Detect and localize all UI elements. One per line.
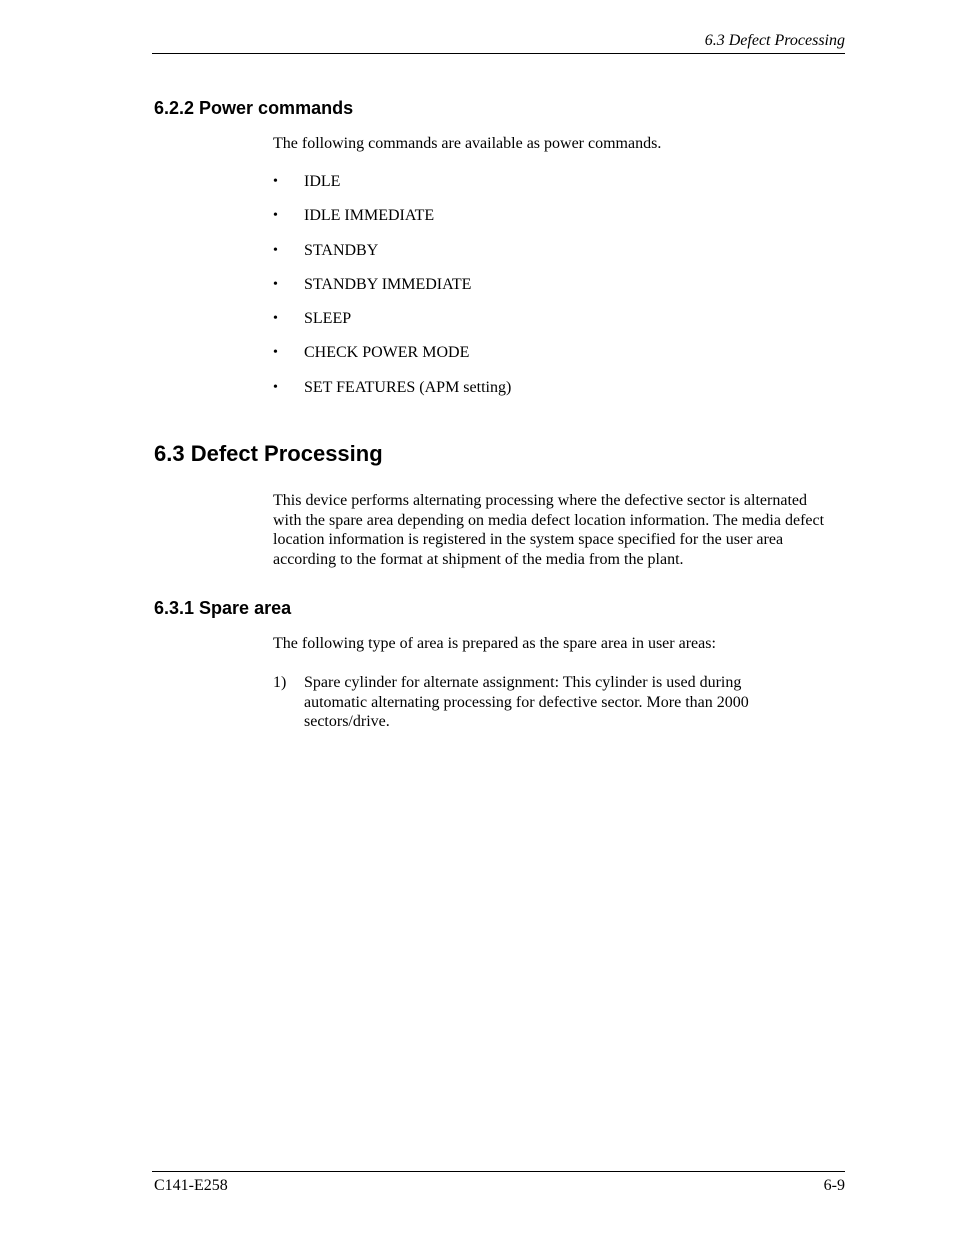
header-rule [152,53,845,54]
bullet-icon: • [273,379,278,395]
bullet-icon: • [273,345,278,361]
list-item-label: IDLE IMMEDIATE [304,207,435,225]
list-item-label: IDLE [304,173,341,190]
list-number: 1) [273,674,287,691]
list-item-label: CHECK POWER MODE [304,344,470,362]
bullet-icon: • [273,311,278,327]
bullet-icon: • [273,276,278,292]
bullet-icon: • [273,242,278,258]
section-heading-power-commands: 6.2.2 Power commands [154,98,354,118]
bullet-icon: • [273,208,278,224]
power-commands-intro: The following commands are available as power commands. [273,135,662,152]
footer-doc-code: C141-E258 [154,1177,228,1194]
list-item-label: SET FEATURES (APM setting) [304,378,512,396]
list-item-label: STANDBY IMMEDIATE [304,275,472,293]
section-heading-defect-processing: 6.3 Defect Processing [154,441,383,466]
footer-rule [152,1171,845,1172]
bullet-icon: • [273,174,278,189]
defect-processing-body: This device performs alternating processing where the defective sector is alternated with the spare area depending on media defect location information. The media defect location information is registered in the system space specified for the user area according to the format at shipment of the media from the plant. [273,492,825,568]
section-heading-spare-area: 6.3.1 Spare area [154,598,292,618]
running-header: 6.3 Defect Processing [704,32,845,49]
spare-area-intro: The following type of area is prepared as the spare area in user areas: [273,635,716,652]
list-item-label: STANDBY [304,241,379,259]
footer-page-number: 6-9 [823,1177,845,1194]
list-item-label: SLEEP [304,310,352,328]
numbered-item-text: Spare cylinder for alternate assignment: This cylinder is used during automatic alternating processing for defective sector. More than 2000 sectors/drive. [304,674,749,731]
